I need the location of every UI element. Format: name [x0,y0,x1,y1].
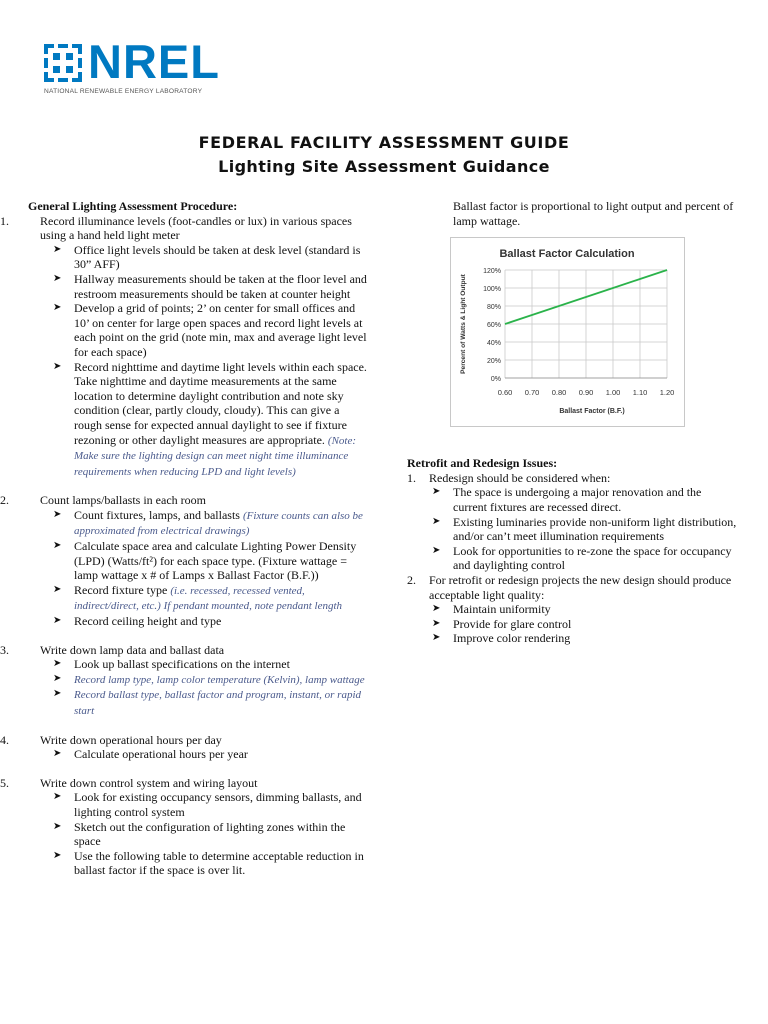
bullet-note: Record lamp type, lamp color temperature (Kelvin), lamp wattage [74,673,365,686]
x-tick-label: 0.60 [497,388,513,397]
step-number: 4. [0,732,9,747]
arrow-bullet-icon: ➤ [53,672,62,684]
arrow-bullet-icon: ➤ [53,272,62,284]
step-number: 3. [0,642,9,657]
arrow-bullet-icon: ➤ [432,544,441,556]
spacer [28,629,368,643]
step-bullet [52,539,368,583]
x-tick-label: 0.80 [551,388,567,397]
y-tick-label: 0% [490,376,501,383]
arrow-bullet-icon: ➤ [53,243,62,255]
ballast-factor-chart [450,237,685,427]
nrel-logo [44,35,244,102]
bullet-text: Hallway measurements should be taken at the floor level and restroom measurements should be taken at counter height [74,271,367,301]
spacer [28,479,368,493]
bullet-note: (Note: Make sure the lighting design can meet night time illuminance requirements when reducing LPD and light levels) [74,434,357,478]
step-number: 1. [0,213,9,228]
y-axis-label: Percent of Watts & Light Output [460,274,467,374]
y-tick-label: 40% [486,340,501,347]
procedure-step [0,643,368,658]
bullet-text: Use the following table to determine acceptable reduction in ballast factor if the space is over lit. [74,848,364,878]
spacer [28,762,368,776]
step-bullet [52,508,368,539]
step-bullet [52,583,368,614]
arrow-bullet-icon: ➤ [53,791,62,803]
arrow-bullet-icon: ➤ [53,849,62,861]
bullet-text: Record ceiling height and type [74,614,222,629]
arrow-bullet-icon: ➤ [53,583,62,595]
bullet-text: Look for existing occupancy sensors, dimming ballasts, and lighting control system [74,790,362,819]
spacer [28,719,368,733]
bullet-text: Record nighttime and daytime light levels within each space. Take nighttime and daytime measurements at the same location to determine daylight contribution and note sky condition (clear, partly cloudy, cloudy). This can give a rough sense for expected annual daylight to see if fixture rezoning or other daylight measures are appropriate. [74,359,367,447]
bullet-text: Provide for glare control [453,616,572,631]
arrow-bullet-icon: ➤ [53,360,62,372]
bullet-note: (i.e. recessed, recessed vented, indirect/direct, etc.) If pendant mounted, note pendant length [74,584,343,613]
arrow-bullet-icon: ➤ [53,302,62,314]
step-text: Write down lamp data and ballast data [40,642,225,657]
x-tick-label: 1.20 [659,388,675,397]
bullet-text: Calculate space area and calculate Lighting Power Density (LPD) (Watts/ft²) for each space type. (Fixture wattage = lamp wattage x # of Lamps x Ballast Factor (B.F.)) [74,539,357,583]
arrow-bullet-icon: ➤ [432,632,441,644]
bullet-text: Maintain uniformity [453,602,551,617]
step-bullet [52,849,368,878]
right-intro: Ballast factor is proportional to light output and percent of lamp wattage. [453,199,734,228]
chart-title: Ballast Factor Calculation [499,248,635,260]
step-number: 2. [0,493,9,508]
arrow-bullet-icon: ➤ [53,748,62,760]
arrow-bullet-icon: ➤ [432,617,441,629]
bullet-text: Look for opportunities to re-zone the space for occupancy and daylighting control [453,543,732,573]
step-number: 2. [407,572,416,587]
arrow-bullet-icon: ➤ [53,540,62,552]
step-bullet [431,544,737,573]
nrel-logo-mark-icon [44,44,82,82]
step-text: Redesign should be considered when: [429,470,611,485]
y-tick-label: 80% [486,304,501,311]
procedure-step [0,493,368,508]
procedure-step [0,214,368,243]
x-axis-label: Ballast Factor (B.F.) [559,408,625,415]
step-bullet [52,360,368,480]
bullet-text: The space is undergoing a major renovation and the current fixtures are recessed direct. [453,485,702,514]
step-bullet [431,485,737,514]
step-bullet [52,790,368,819]
step-text: Record illuminance levels (foot-candles or lux) in various spaces using a hand held light meter [40,213,352,243]
y-tick-label: 120% [483,268,501,275]
arrow-bullet-icon: ➤ [53,508,62,520]
step-number: 5. [0,775,9,790]
step-bullet [52,614,368,629]
bullet-text: Improve color rendering [453,631,571,646]
arrow-bullet-icon: ➤ [53,615,62,627]
page-subtitle: Lighting Site Assessment Guidance [218,157,550,176]
step-bullet [431,617,737,632]
y-tick-label: 20% [486,358,501,365]
bullet-text: Existing luminaries provide non-uniform light distribution, and/or can’t meet illumination requirements [453,514,737,544]
arrow-bullet-icon: ➤ [53,688,62,700]
bullet-text: Count fixtures, lamps, and ballasts [74,507,240,522]
step-bullet [431,602,737,617]
procedure-step [0,776,368,791]
chart-svg [451,238,684,426]
left-heading: General Lighting Assessment Procedure: [28,199,238,213]
step-number: 1. [407,470,416,485]
x-tick-label: 0.90 [578,388,594,397]
arrow-bullet-icon: ➤ [432,515,441,527]
bullet-text: Develop a grid of points; 2’ on center for small offices and 10’ on center for large open spaces and record light levels at each point on the grid (note min, max and average light level for each space) [74,301,367,359]
bullet-note: Record ballast type, ballast factor and program, instant, or rapid start [74,689,362,717]
bullet-note: (Fixture counts can also be approximated from electrical drawings) [74,509,363,538]
step-bullet [52,301,368,359]
redesign-step [407,471,737,486]
step-bullet [52,272,368,301]
bullet-text: Office light levels should be taken at desk level (standard is 30” AFF) [74,242,361,272]
step-bullet [52,820,368,849]
bullet-text: Calculate operational hours per year [74,747,248,762]
redesign-step [407,573,737,602]
step-text: Count lamps/ballasts in each room [40,493,206,508]
logo-text: NREL [88,35,220,88]
step-bullet [52,747,368,762]
step-bullet [52,657,368,672]
step-bullet [431,515,737,544]
arrow-bullet-icon: ➤ [432,486,441,498]
step-bullet [52,672,368,688]
y-tick-label: 100% [483,286,501,293]
step-bullet [52,243,368,272]
page-title: FEDERAL FACILITY ASSESSMENT GUIDE [198,133,570,152]
procedure-step [0,733,368,748]
right-heading: Retrofit and Redesign Issues: [407,456,558,471]
bullet-text: Sketch out the configuration of lighting zones within the space [74,819,346,849]
step-bullet [52,687,368,718]
x-tick-label: 1.00 [605,388,621,397]
left-column [0,199,368,878]
arrow-bullet-icon: ➤ [53,658,62,670]
arrow-bullet-icon: ➤ [432,603,441,615]
step-bullet [431,631,737,646]
bullet-text: Record fixture type [74,582,168,597]
bullet-text: Look up ballast specifications on the internet [74,657,290,672]
step-text: Write down operational hours per day [40,732,222,747]
step-text: For retrofit or redesign projects the new design should produce acceptable light quality: [429,572,732,602]
logo-subtitle: NATIONAL RENEWABLE ENERGY LABORATORY [44,88,203,95]
step-text: Write down control system and wiring layout [40,775,258,790]
y-tick-label: 60% [486,322,501,329]
arrow-bullet-icon: ➤ [53,820,62,832]
x-tick-label: 1.10 [632,388,648,397]
x-tick-label: 0.70 [524,388,540,397]
